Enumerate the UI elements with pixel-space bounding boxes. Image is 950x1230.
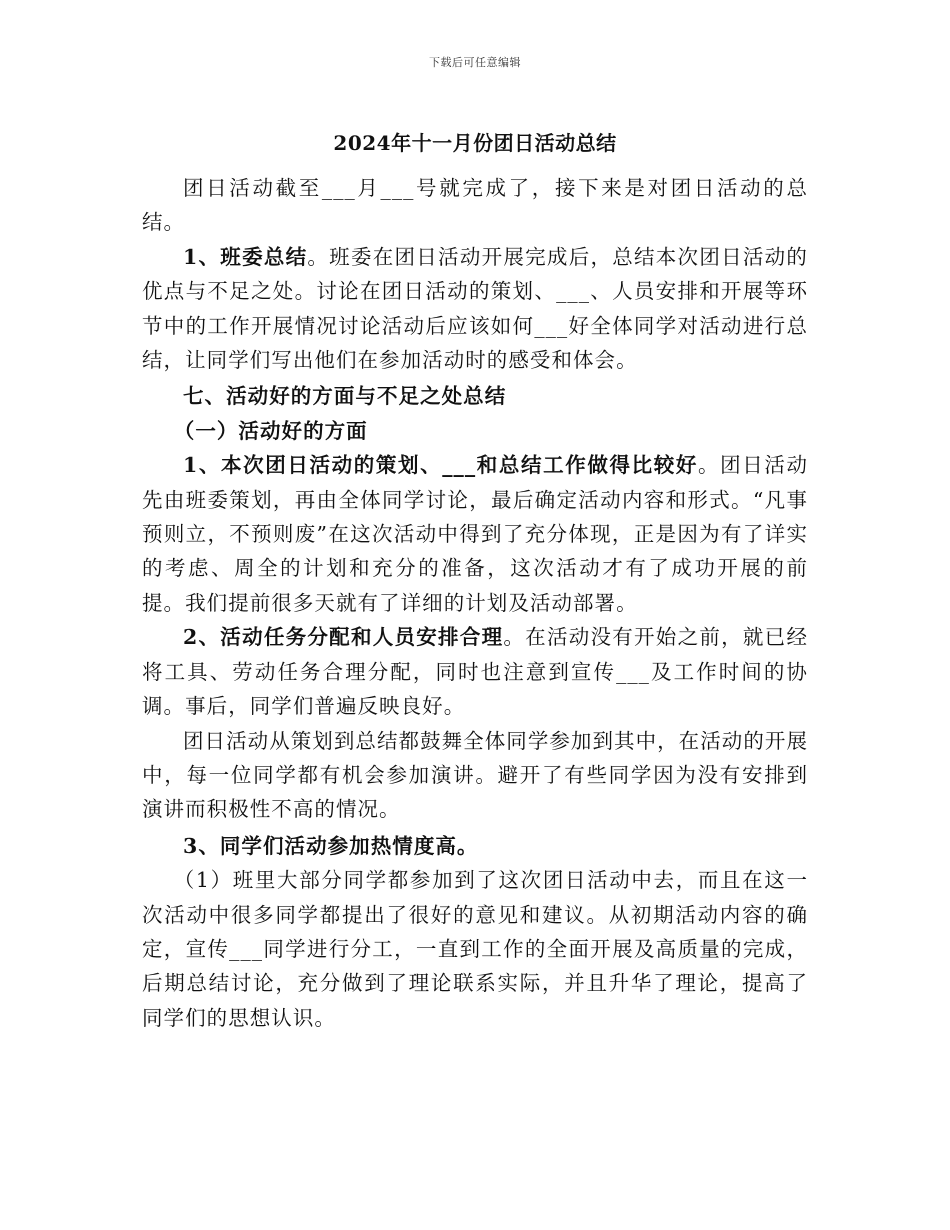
- task-allocation-text: 。在活动没有开始之前，就已经将工具、劳动任务合理分配，同时也注意到宣传___及工作时间的协调。事后，同学们普遍反映良好。: [142, 625, 809, 719]
- header-note: 下载后可任意编辑: [429, 56, 521, 69]
- task-allocation-paragraph: [142, 620, 808, 723]
- section-seven-heading: 七、活动好的方面与不足之处总结: [183, 384, 507, 409]
- planning-text: 。团日活动先由班委策划，再由全体同学讨论，最后确定活动内容和形式。“凡事预则立，不预则废”在这次活动中得到了充分体现，正是因为有了详实的考虑、周全的计划和充分的准备，这次活动才有了成功开展的前提。我们提前很多天就有了详细的计划及活动部署。: [142, 453, 808, 615]
- document-title: 2024年十一月份团日活动总结: [333, 131, 617, 155]
- class-committee-text: 。班委在团日活动开展完成后，总结本次团日活动的优点与不足之处。讨论在团日活动的策划、___、人员安排和开展等环节中的工作开展情况讨论活动后应该如何___好全体同学对活动进行总结，让同学们写出他们在参加活动时的感受和体会。: [142, 244, 808, 373]
- participation-paragraph: 团日活动从策划到总结都鼓舞全体同学参加到其中，在活动的开展中，每一位同学都有机会参加演讲。避开了有些同学因为没有安排到演讲而积极性不高的情况。: [142, 728, 808, 822]
- class-committee-heading: 1、班委总结: [183, 244, 308, 269]
- enthusiasm-detail-paragraph: （1）班里大部分同学都参加到了这次团日活动中去，而且在这一次活动中很多同学都提出了很好的意见和建议。从初期活动内容的确定，宣传___同学进行分工，一直到工作的全面开展及高质量的完成，后期总结讨论，充分做到了理论联系实际，并且升华了理论，提高了同学们的思想认识。: [142, 868, 808, 1030]
- good-aspects-subheading: （一）活动好的方面: [173, 418, 368, 443]
- document-body: [142, 171, 808, 1035]
- planning-paragraph: [142, 448, 808, 620]
- intro-paragraph: 团日活动截至___月___号就完成了，接下来是对团日活动的总结。: [142, 176, 808, 235]
- class-committee-paragraph: [142, 240, 808, 378]
- planning-heading: 1、本次团日活动的策划、___和总结工作做得比较好: [183, 453, 698, 478]
- enthusiasm-heading: 3、同学们活动参加热情度高。: [183, 833, 479, 858]
- task-allocation-heading: 2、活动任务分配和人员安排合理: [183, 625, 504, 650]
